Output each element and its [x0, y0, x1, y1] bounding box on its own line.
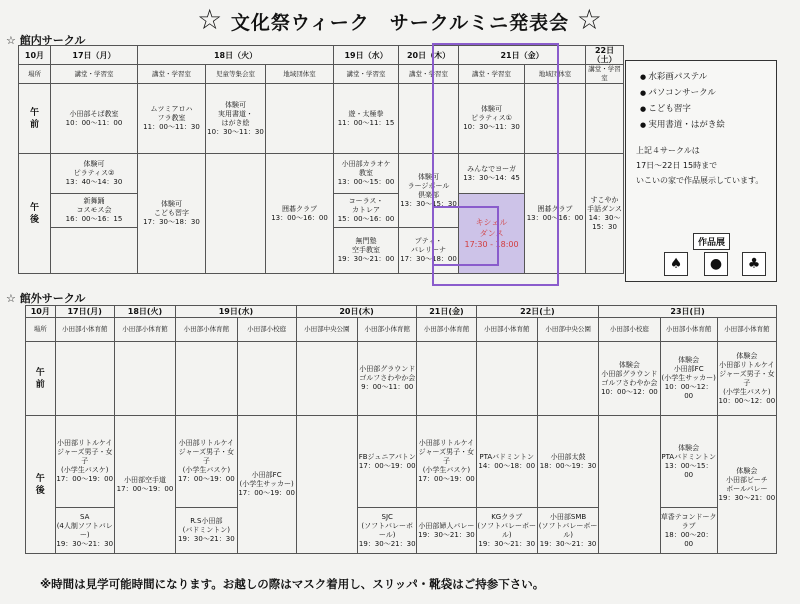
location: 講堂・学習室 — [459, 65, 525, 84]
schedule-cell: KGクラブ (ソフトバレーボール) 19：30～21：30 — [476, 508, 537, 554]
am-label: 午 前 — [26, 342, 56, 416]
schedule-cell: 小田部グラウンド ゴルフさわやか会 9：00～11：00 — [358, 342, 417, 416]
schedule-cell: 無門塾 空手教室 19：30～21：00 — [334, 228, 399, 274]
schedule-cell — [237, 342, 296, 416]
schedule-cell: 小田部空手道 17：00～19：00 — [114, 416, 175, 554]
place-label: 場所 — [19, 65, 51, 84]
notice-item: ● 水彩画パステル — [640, 69, 776, 85]
location: 小田部小校庭 — [599, 318, 660, 342]
schedule-cell — [296, 416, 357, 554]
schedule-cell: 体験可 ピラティス① 10：30～11：30 — [459, 84, 525, 154]
location: 小田部小体育館 — [717, 318, 776, 342]
schedule-cell: 体験可 ラージボール 倶楽部 13：30～15：30 — [399, 154, 459, 228]
am-label: 午 前 — [19, 84, 51, 154]
schedule-cell: 遊・太極拳 11：00～11：15 — [334, 84, 399, 154]
schedule-cell — [537, 342, 598, 416]
schedule-cell: R.S小田部 (バドミントン) 19：30～21：30 — [176, 508, 237, 554]
location: 講堂・学習室 — [51, 65, 138, 84]
header-day: 18日（火） — [138, 46, 334, 65]
schedule-cell — [51, 228, 138, 274]
schedule-cell — [266, 84, 334, 154]
pm-label: 午 後 — [19, 154, 51, 274]
location: 講堂・学習室 — [586, 65, 624, 84]
location: 小田部小体育館 — [55, 318, 114, 342]
notice-item: ● こども習字 — [640, 101, 776, 117]
location: 講堂・学習室 — [399, 65, 459, 84]
header-month: 10月 — [26, 306, 56, 318]
highlighted-event-cell: キシェル ダンス 17:30 - 18:00 — [459, 194, 525, 274]
schedule-cell: 体験会 小田部ビーチ ボールバレー 19：30～21：00 — [717, 416, 776, 554]
footer-note: ※時間は見学可能時間になります。お越しの際はマスク着用し、スリッパ・靴袋はご持参下さい。 — [40, 577, 545, 591]
schedule-cell: 囲碁クラブ 13：00～16：00 — [266, 154, 334, 274]
header-day: 17日(月) — [55, 306, 114, 318]
header-month: 10月 — [19, 46, 51, 65]
schedule-cell — [296, 342, 357, 416]
location: 小田部小体育館 — [358, 318, 417, 342]
schedule-cell: 小田部婦人バレー 19：30～21：30 — [417, 508, 476, 554]
star-icon: ☆ — [197, 3, 224, 36]
inside-section-label: ☆ 館内サークル — [6, 34, 86, 47]
schedule-cell — [599, 416, 660, 554]
schedule-cell: SA (4人制ソフトバレー) 19：30～21：30 — [55, 508, 114, 554]
location: 小田部小体育館 — [660, 318, 717, 342]
schedule-cell: 小田部リトルケイ ジャーズ男子・女子 (小学生バスケ) 17：00～19：00 — [176, 416, 237, 508]
outside-section-label: ☆ 館外サークル — [6, 292, 86, 305]
schedule-cell: 体験会 PTAバドミントン 13：00～15：00 — [660, 416, 717, 508]
header-day: 21日（金） — [459, 46, 586, 65]
schedule-cell: SJC (ソフトバレーボール) 19：30～21：30 — [358, 508, 417, 554]
page-title — [0, 3, 800, 36]
header-day: 20日（木） — [399, 46, 459, 65]
location: 小田部小校庭 — [237, 318, 296, 342]
outside-schedule-table — [25, 305, 777, 554]
location: 講堂・学習室 — [334, 65, 399, 84]
painting-icon: ♠ — [664, 252, 688, 276]
header-day: 22日（土） — [586, 46, 624, 65]
location: 小田部小体育館 — [476, 318, 537, 342]
schedule-cell — [176, 342, 237, 416]
schedule-cell: すこやか 手話ダンス 14：30～15：30 — [586, 154, 624, 274]
schedule-cell: 体験可 ピラティス② 13：40～14：30 — [51, 154, 138, 194]
schedule-cell: 新舞踊 コスモス会 16：00～16：15 — [51, 194, 138, 228]
schedule-cell — [55, 342, 114, 416]
pm-label: 午 後 — [26, 416, 56, 554]
schedule-cell — [476, 342, 537, 416]
schedule-cell: 体験可 実用書道・ はがき絵 10：30～11：30 — [206, 84, 266, 154]
schedule-cell: 体験会 小田部FC (小学生サッカー) 10：00～12：00 — [660, 342, 717, 416]
schedule-cell: 小田部カラオケ 教室 13：00～15：00 — [334, 154, 399, 194]
notice-item: ● パソコンサークル — [640, 85, 776, 101]
schedule-cell: 小田部リトルケイ ジャーズ男子・女子 (小学生バスケ) 17：00～19：00 — [55, 416, 114, 508]
header-day: 17日（月） — [51, 46, 138, 65]
schedule-cell — [206, 154, 266, 274]
header-day: 20日(木) — [296, 306, 417, 318]
place-label: 場所 — [26, 318, 56, 342]
schedule-cell: 小田部太鼓 18：00～19：30 — [537, 416, 598, 508]
schedule-cell: 小田部FC (小学生サッカー) 17：00～19：00 — [237, 416, 296, 554]
location: 講堂・学習室 — [138, 65, 206, 84]
schedule-cell — [114, 342, 175, 416]
location: 地域団体室 — [266, 65, 334, 84]
location: 小田部小体育館 — [176, 318, 237, 342]
header-day: 19日(水) — [176, 306, 297, 318]
schedule-cell: 草香テコンドークラブ 18：00～20：00 — [660, 508, 717, 554]
schedule-cell: FBジュニアバトン 17：00～19：00 — [358, 416, 417, 508]
star-icon: ☆ — [576, 3, 603, 36]
schedule-cell: 小田部SMB (ソフトバレーボール) 19：30～21：30 — [537, 508, 598, 554]
title-text: 文化祭ウィーク サークルミニ発表会 — [230, 12, 570, 34]
notice-item: ● 実用書道・はがき絵 — [640, 117, 776, 133]
header-day: 18日(火) — [114, 306, 175, 318]
header-day: 23日(日) — [599, 306, 777, 318]
location: 小田部中央公園 — [537, 318, 598, 342]
event-highlight-frame — [432, 206, 499, 266]
notice-text: 上記４サークルは 17日～22日 15時まで いこいの家で作品展示しています。 — [636, 146, 764, 185]
schedule-cell: 囲碁クラブ 13：00～16：00 — [525, 154, 586, 274]
schedule-cell: PTAバドミントン 14：00～18：00 — [476, 416, 537, 508]
location: 小田部小体育館 — [114, 318, 175, 342]
header-day: 22日(土) — [476, 306, 599, 318]
schedule-cell: みんなでヨーガ 13：30～14：45 — [459, 154, 525, 194]
schedule-cell: プティ・ バレリーナ 17：30～18：00 — [399, 228, 459, 274]
location: 小田部小体育館 — [417, 318, 476, 342]
schedule-cell: ムツミアロハ フラ教室 11：00～11：30 — [138, 84, 206, 154]
location: 児童等集会室 — [206, 65, 266, 84]
schedule-cell: コーラス・ カトレア 15：00～16：00 — [334, 194, 399, 228]
exhibition-sign: 作品展 — [693, 233, 730, 250]
schedule-cell: 小田部そば教室 10：00～11：00 — [51, 84, 138, 154]
schedule-cell: 体験会 小田部グラウンド ゴルフさわやか会 10：00～12：00 — [599, 342, 660, 416]
location: 小田部中央公園 — [296, 318, 357, 342]
schedule-cell: 体験可 こども習字 17：30～18：30 — [138, 154, 206, 274]
tree-icon: ♣ — [742, 252, 766, 276]
schedule-cell — [586, 84, 624, 154]
schedule-cell: 小田部リトルケイ ジャーズ男子・女子 (小学生バスケ) 17：00～19：00 — [417, 416, 476, 508]
header-day: 19日（水） — [334, 46, 399, 65]
header-day: 21日(金) — [417, 306, 476, 318]
apple-icon: ● — [704, 252, 728, 276]
schedule-cell: 体験会 小田部リトルケイ ジャーズ男子・女子 (小学生バスケ) 10：00～12：00 — [717, 342, 776, 416]
location: 地域団体室 — [525, 65, 586, 84]
schedule-cell — [417, 342, 476, 416]
